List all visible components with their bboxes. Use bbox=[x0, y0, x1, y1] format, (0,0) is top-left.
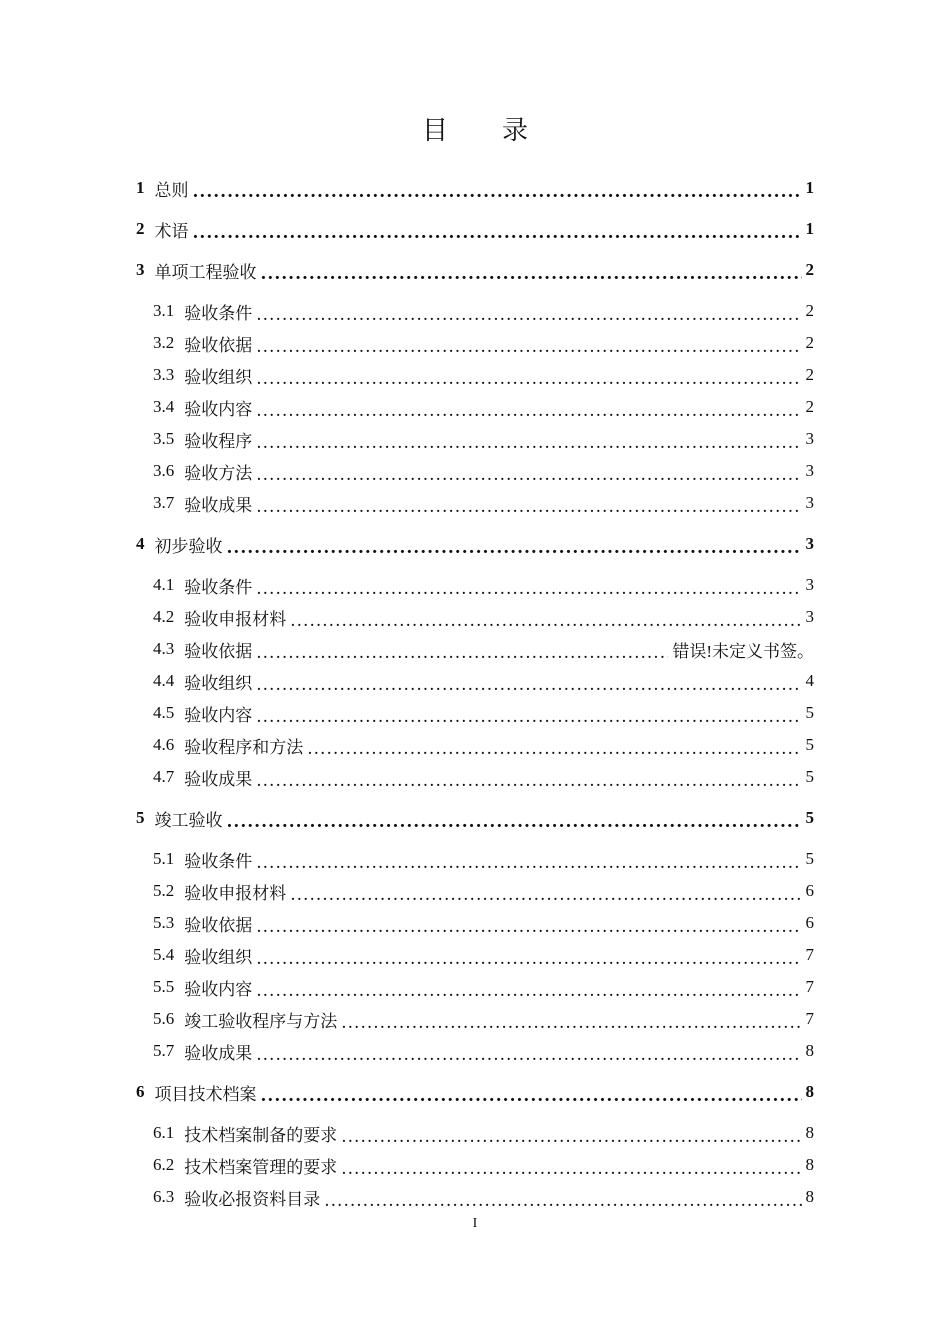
toc-entry-title: 验收依据 bbox=[184, 915, 253, 936]
toc-entry-page: 7 bbox=[805, 1009, 814, 1028]
toc-entry-page: 5 bbox=[805, 735, 814, 754]
toc-entry-page: 8 bbox=[805, 1082, 814, 1101]
toc-dot-leader bbox=[290, 613, 801, 630]
toc-dot-leader bbox=[256, 581, 801, 598]
page-title bbox=[0, 110, 950, 147]
toc-entry-title: 验收成果 bbox=[184, 769, 253, 790]
toc-entry-number: 3.3 bbox=[153, 365, 175, 384]
toc-entry-title: 验收申报材料 bbox=[184, 883, 287, 904]
toc-entry-number: 3.6 bbox=[153, 461, 175, 480]
toc-entry-title: 验收条件 bbox=[184, 577, 253, 598]
toc-entry-number: 4.5 bbox=[153, 703, 175, 722]
toc-entry-title: 验收组织 bbox=[184, 947, 253, 968]
toc-dot-leader bbox=[227, 540, 802, 557]
toc-entry-page: 2 bbox=[805, 301, 814, 320]
toc-section-entry[interactable] bbox=[136, 1181, 814, 1213]
toc-section-entry[interactable] bbox=[136, 423, 814, 455]
toc-section-entry[interactable] bbox=[136, 875, 814, 907]
toc-section-entry[interactable] bbox=[136, 359, 814, 391]
toc-entry-title: 总则 bbox=[154, 180, 189, 201]
toc-entry-number: 3.4 bbox=[153, 397, 175, 416]
toc-entry-page: 8 bbox=[805, 1187, 814, 1206]
toc-dot-leader bbox=[341, 1129, 801, 1146]
toc-entry-title: 验收条件 bbox=[184, 303, 253, 324]
toc-entry-title: 单项工程验收 bbox=[154, 262, 257, 283]
toc-entry-title: 验收条件 bbox=[184, 851, 253, 872]
toc-entry-page: 8 bbox=[805, 1155, 814, 1174]
toc-entry-number: 4.7 bbox=[153, 767, 175, 786]
toc-entry-title: 技术档案制备的要求 bbox=[184, 1125, 338, 1146]
toc-entry-number: 1 bbox=[136, 178, 145, 197]
toc-dot-leader bbox=[324, 1193, 801, 1210]
page-title-char-2: 录 bbox=[502, 116, 529, 146]
toc-section-entry[interactable] bbox=[136, 1003, 814, 1035]
toc-dot-leader bbox=[256, 645, 668, 662]
toc-dot-leader bbox=[261, 266, 802, 283]
toc-section-entry[interactable] bbox=[136, 971, 814, 1003]
toc-entry-title: 验收成果 bbox=[184, 495, 253, 516]
toc-entry-number: 5.7 bbox=[153, 1041, 175, 1060]
toc-section-entry[interactable] bbox=[136, 1117, 814, 1149]
toc-entry-title: 验收申报材料 bbox=[184, 609, 287, 630]
toc-section-entry[interactable] bbox=[136, 1035, 814, 1067]
toc-entry-number: 5.5 bbox=[153, 977, 175, 996]
toc-entry-number: 3.7 bbox=[153, 493, 175, 512]
toc-dot-leader bbox=[256, 371, 801, 388]
toc-dot-leader bbox=[256, 951, 801, 968]
toc-entry-number: 3.2 bbox=[153, 333, 175, 352]
table-of-contents bbox=[136, 172, 814, 1213]
toc-dot-leader bbox=[256, 983, 801, 1000]
toc-entry-title: 验收内容 bbox=[184, 399, 253, 420]
toc-chapter-entry[interactable] bbox=[136, 1076, 814, 1108]
toc-entry-title: 验收成果 bbox=[184, 1043, 253, 1064]
toc-entry-number: 4 bbox=[136, 534, 145, 553]
toc-entry-page: 5 bbox=[805, 808, 814, 827]
toc-entry-page: 2 bbox=[805, 260, 814, 279]
toc-entry-title: 验收方法 bbox=[184, 463, 253, 484]
toc-entry-number: 6.2 bbox=[153, 1155, 175, 1174]
toc-entry-number: 5.2 bbox=[153, 881, 175, 900]
toc-entry-page: 3 bbox=[805, 575, 814, 594]
toc-entry-number: 3.5 bbox=[153, 429, 175, 448]
toc-entry-title: 初步验收 bbox=[154, 536, 223, 557]
toc-entry-title: 术语 bbox=[154, 221, 189, 242]
toc-entry-page: 1 bbox=[805, 178, 814, 197]
toc-entry-number: 4.1 bbox=[153, 575, 175, 594]
toc-entry-title: 验收程序和方法 bbox=[184, 737, 304, 758]
toc-entry-number: 3 bbox=[136, 260, 145, 279]
toc-dot-leader bbox=[227, 814, 802, 831]
toc-section-entry[interactable] bbox=[136, 569, 814, 601]
toc-dot-leader bbox=[256, 339, 801, 356]
toc-entry-number: 5.3 bbox=[153, 913, 175, 932]
toc-entry-number: 5 bbox=[136, 808, 145, 827]
toc-section-entry[interactable] bbox=[136, 601, 814, 633]
toc-dot-leader bbox=[193, 184, 802, 201]
toc-section-entry[interactable] bbox=[136, 761, 814, 793]
toc-entry-number: 6.1 bbox=[153, 1123, 175, 1142]
toc-dot-leader bbox=[256, 499, 801, 516]
toc-chapter-entry[interactable] bbox=[136, 213, 814, 245]
toc-dot-leader bbox=[256, 773, 801, 790]
toc-dot-leader bbox=[256, 307, 801, 324]
toc-entry-page: 3 bbox=[805, 607, 814, 626]
toc-section-entry[interactable] bbox=[136, 665, 814, 697]
toc-entry-number: 6 bbox=[136, 1082, 145, 1101]
toc-section-entry[interactable] bbox=[136, 455, 814, 487]
toc-section-entry[interactable] bbox=[136, 843, 814, 875]
toc-entry-page: 2 bbox=[805, 397, 814, 416]
toc-entry-title: 竣工验收程序与方法 bbox=[184, 1011, 338, 1032]
toc-section-entry[interactable] bbox=[136, 487, 814, 519]
toc-section-entry[interactable] bbox=[136, 391, 814, 423]
toc-section-entry[interactable] bbox=[136, 1149, 814, 1181]
toc-chapter-entry[interactable] bbox=[136, 802, 814, 834]
page-number: I bbox=[472, 1216, 478, 1231]
toc-dot-leader bbox=[256, 919, 801, 936]
toc-dot-leader bbox=[256, 435, 801, 452]
toc-chapter-entry[interactable] bbox=[136, 254, 814, 286]
toc-section-entry[interactable] bbox=[136, 907, 814, 939]
toc-entry-title: 验收组织 bbox=[184, 367, 253, 388]
toc-entry-page: 1 bbox=[805, 219, 814, 238]
toc-entry-title: 验收依据 bbox=[184, 335, 253, 356]
toc-entry-page: 3 bbox=[805, 429, 814, 448]
toc-entry-page: 3 bbox=[805, 461, 814, 480]
toc-section-entry[interactable] bbox=[136, 697, 814, 729]
toc-entry-number: 5.4 bbox=[153, 945, 175, 964]
toc-entry-page: 错误!未定义书签。 bbox=[672, 641, 814, 661]
toc-dot-leader bbox=[256, 1047, 801, 1064]
toc-entry-title: 验收必报资料目录 bbox=[184, 1189, 321, 1210]
toc-entry-page: 5 bbox=[805, 849, 814, 868]
toc-dot-leader bbox=[256, 709, 801, 726]
toc-entry-page: 8 bbox=[805, 1041, 814, 1060]
toc-entry-number: 4.6 bbox=[153, 735, 175, 754]
toc-dot-leader bbox=[341, 1161, 801, 1178]
toc-entry-number: 4.3 bbox=[153, 639, 175, 658]
toc-entry-title: 技术档案管理的要求 bbox=[184, 1157, 338, 1178]
toc-dot-leader bbox=[256, 467, 801, 484]
toc-dot-leader bbox=[256, 677, 801, 694]
toc-entry-page: 8 bbox=[805, 1123, 814, 1142]
toc-section-entry[interactable] bbox=[136, 327, 814, 359]
toc-section-entry[interactable] bbox=[136, 939, 814, 971]
toc-entry-number: 2 bbox=[136, 219, 145, 238]
toc-dot-leader bbox=[307, 741, 801, 758]
toc-entry-page: 4 bbox=[805, 671, 814, 690]
toc-entry-number: 4.4 bbox=[153, 671, 175, 690]
toc-section-entry[interactable] bbox=[136, 729, 814, 761]
toc-entry-title: 验收依据 bbox=[184, 641, 253, 662]
toc-dot-leader bbox=[290, 887, 801, 904]
toc-entry-title: 竣工验收 bbox=[154, 810, 223, 831]
toc-dot-leader bbox=[341, 1015, 801, 1032]
toc-chapter-entry[interactable] bbox=[136, 528, 814, 560]
toc-entry-page: 3 bbox=[805, 534, 814, 553]
toc-dot-leader bbox=[261, 1088, 802, 1105]
toc-entry-title: 验收组织 bbox=[184, 673, 253, 694]
toc-entry-number: 5.1 bbox=[153, 849, 175, 868]
toc-entry-page: 2 bbox=[805, 365, 814, 384]
toc-entry-title: 验收内容 bbox=[184, 979, 253, 1000]
toc-section-entry[interactable] bbox=[136, 633, 814, 665]
toc-dot-leader bbox=[256, 403, 801, 420]
toc-entry-page: 7 bbox=[805, 945, 814, 964]
toc-entry-page: 6 bbox=[805, 913, 814, 932]
toc-chapter-entry[interactable] bbox=[136, 172, 814, 204]
toc-dot-leader bbox=[256, 855, 801, 872]
toc-entry-page: 3 bbox=[805, 493, 814, 512]
toc-entry-title: 验收程序 bbox=[184, 431, 253, 452]
toc-entry-page: 2 bbox=[805, 333, 814, 352]
toc-entry-number: 4.2 bbox=[153, 607, 175, 626]
toc-entry-title: 验收内容 bbox=[184, 705, 253, 726]
toc-section-entry[interactable] bbox=[136, 295, 814, 327]
toc-entry-page: 5 bbox=[805, 703, 814, 722]
toc-entry-number: 6.3 bbox=[153, 1187, 175, 1206]
toc-entry-number: 5.6 bbox=[153, 1009, 175, 1028]
toc-dot-leader bbox=[193, 225, 802, 242]
toc-entry-page: 5 bbox=[805, 767, 814, 786]
toc-entry-title: 项目技术档案 bbox=[154, 1084, 257, 1105]
toc-entry-page: 7 bbox=[805, 977, 814, 996]
toc-entry-page: 6 bbox=[805, 881, 814, 900]
toc-entry-number: 3.1 bbox=[153, 301, 175, 320]
page-title-char-1: 目 bbox=[421, 116, 448, 146]
